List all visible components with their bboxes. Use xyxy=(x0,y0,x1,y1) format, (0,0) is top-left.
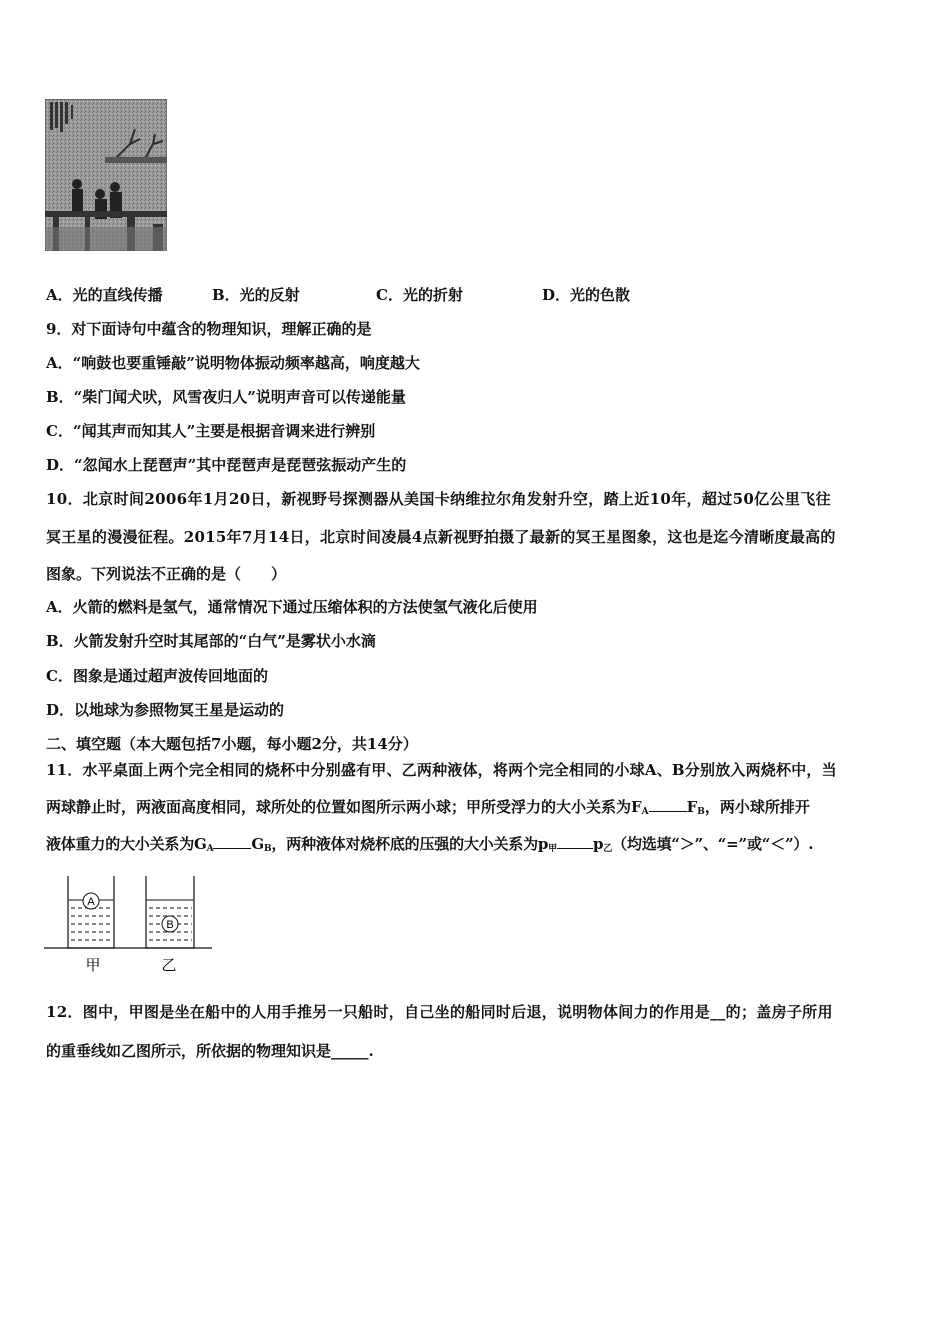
q10-option-b: B．火箭发射升空时其尾部的“白气”是雾状小水滴 xyxy=(46,632,376,650)
q11-stem-line-3: 液体重力的大小关系为$G_A$ $G_B$，两种液体对烧杯底的压强的大小关系为$p_甲$ $p_乙$（均选填“＞”、“=”或“＜”）. xyxy=(46,835,814,854)
q12-stem-line-2: 的重垂线如乙图所示，所依据的物理知识是_____. xyxy=(46,1042,374,1060)
beaker-label-jia: 甲 xyxy=(85,956,101,974)
q9-option-a: A．“响鼓也要重锤敲”说明物体振动频率越高，响度越大 xyxy=(46,354,420,372)
q8-option-c: C．光的折射 xyxy=(376,286,463,304)
q10-stem-line-3: 图象。下列说法不正确的是（ ） xyxy=(46,565,287,583)
answer-blank[interactable] xyxy=(213,834,251,849)
q9-option-b: B．“柴门闻犬吠，风雪夜归人”说明声音可以传递能量 xyxy=(46,388,406,406)
ball-b-label: B xyxy=(166,919,174,931)
beaker-yi xyxy=(146,876,194,948)
beaker-label-yi: 乙 xyxy=(161,956,177,974)
q11-stem-line-2: 两球静止时，两液面高度相同，球所处的位置如图所示两小球；甲所受浮力的大小关系为$F_A$ $F_B$，两小球所排开 xyxy=(46,798,810,817)
q10-option-d: D．以地球为参照物冥王星是运动的 xyxy=(46,701,285,719)
section-heading-fill-in: 二、填空题（本大题包括7小题，每小题2分，共14分） xyxy=(46,735,418,753)
q10-option-c: C．图象是通过超声波传回地面的 xyxy=(46,667,268,685)
q8-option-d: D．光的色散 xyxy=(542,286,631,304)
answer-blank[interactable] xyxy=(649,797,687,812)
q8-option-a: A．光的直线传播 xyxy=(46,286,163,304)
q8-options xyxy=(46,285,630,305)
q10-stem-line-2: 冥王星的漫漫征程。2015年7月14日，北京时间凌晨4点新视野拍摄了最新的冥王星图象，这也是迄今清晰度最高的 xyxy=(46,528,836,546)
q11-beakers-figure xyxy=(44,874,214,979)
q9-option-c: C．“闻其声而知其人”主要是根据音调来进行辨别 xyxy=(46,422,376,440)
q10-stem-line-1: 10．北京时间2006年1月20日，新视野号探测器从美国卡纳维拉尔角发射升空，踏上近10年，超过50亿公里飞往 xyxy=(46,490,831,508)
q9-stem: 9．对下面诗句中蕴含的物理知识，理解正确的是 xyxy=(46,320,372,338)
q8-option-b: B．光的反射 xyxy=(212,286,300,304)
q11-stem-line-1: 11．水平桌面上两个完全相同的烧杯中分别盛有甲、乙两种液体，将两个完全相同的小球A、B分别放入两烧杯中，当 xyxy=(46,761,837,779)
beaker-jia xyxy=(68,876,114,948)
q9-option-d: D．“忽闻水上琵琶声”其中琵琶声是琵琶弦振动产生的 xyxy=(46,456,407,474)
ball-a-label: A xyxy=(87,896,95,908)
poem-painting-image xyxy=(45,99,167,251)
q10-option-a: A．火箭的燃料是氢气，通常情况下通过压缩体积的方法使氢气液化后使用 xyxy=(46,598,538,616)
q12-stem-line-1: 12．图中，甲图是坐在船中的人用手推另一只船时，自己坐的船同时后退，说明物体间力的作用是__的；盖房子所用 xyxy=(46,1003,833,1021)
answer-blank[interactable] xyxy=(557,834,593,849)
